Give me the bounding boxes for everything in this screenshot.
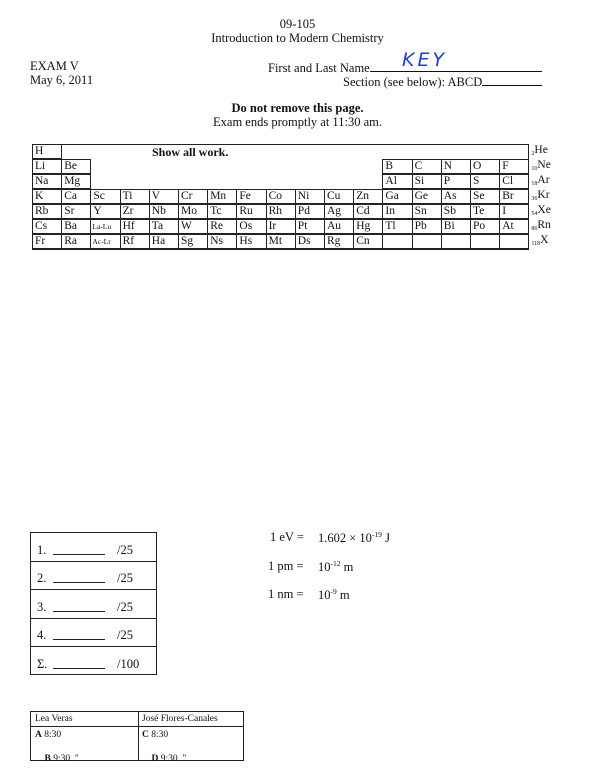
element-cell: Sc [90, 189, 120, 204]
element-symbol: X [540, 234, 549, 246]
exponent: -19 [371, 530, 382, 539]
element-cell: Nb [149, 204, 179, 219]
section-slot-b [35, 744, 79, 774]
element-cell: Y [90, 204, 120, 219]
element-cell: Ns [207, 234, 237, 249]
element-cell: Fe [236, 189, 266, 204]
element-cell: Cs [32, 219, 62, 234]
element-cell: Cn [353, 234, 383, 249]
score-blank[interactable] [53, 611, 105, 612]
element-symbol: Ne [537, 159, 551, 171]
element-cell: Cd [353, 204, 383, 219]
score-row [31, 618, 156, 647]
element-cell: Ta [149, 219, 179, 234]
element-cell: Hf [120, 219, 150, 234]
do-not-remove-note: Do not remove this page. [231, 101, 364, 115]
section-blank-line[interactable] [482, 73, 542, 86]
score-row [31, 590, 156, 619]
element-cell: Ca [61, 189, 91, 204]
question-label: 2. [37, 571, 47, 586]
course-title: Introduction to Modern Chemistry [211, 31, 384, 45]
section-time: 9:30 " [160, 754, 187, 764]
constant-lhs: 1 nm = [268, 587, 304, 601]
section-slot-c [142, 730, 168, 740]
element-cell: La-Lu [90, 219, 120, 234]
score-blank[interactable] [53, 668, 105, 669]
element-cell: Co [266, 189, 296, 204]
instructor-1: Lea Veras [35, 714, 73, 724]
element-cell: Ir [266, 219, 296, 234]
score-blank[interactable] [53, 554, 105, 555]
max-points: /25 [117, 571, 133, 586]
noble-gas-cell [528, 234, 558, 249]
element-symbol: Rn [537, 219, 551, 231]
element-cell: Ds [295, 234, 325, 249]
element-cell: Se [470, 189, 500, 204]
noble-gas-cell [528, 144, 558, 159]
element-cell: S [470, 174, 500, 189]
atomic-number: 2 [531, 151, 535, 157]
element-cell: Zn [353, 189, 383, 204]
element-cell: Os [236, 219, 266, 234]
element-cell: B [382, 159, 412, 174]
element-cell [441, 234, 471, 249]
element-cell: Zr [120, 204, 150, 219]
section-letter: C [142, 730, 149, 740]
exponent: -9 [330, 587, 337, 596]
element-cell: I [499, 204, 529, 219]
element-cell: Si [412, 174, 442, 189]
atomic-number: 10 [531, 166, 538, 172]
instructor-2: José Flores-Canales [142, 714, 218, 724]
element-cell: P [441, 174, 471, 189]
element-cell: Cu [324, 189, 354, 204]
element-cell: Cr [178, 189, 208, 204]
unit: m [336, 588, 350, 603]
question-label: 3. [37, 599, 47, 614]
element-cell: Ru [236, 204, 266, 219]
element-cell: Sg [178, 234, 208, 249]
constant-value [318, 530, 390, 546]
noble-gas-cell [528, 189, 558, 204]
element-cell: W [178, 219, 208, 234]
question-label: 1. [37, 543, 47, 557]
max-points: /25 [117, 543, 133, 557]
section-letter: A [35, 730, 42, 740]
element-symbol: Kr [537, 189, 550, 201]
element-cell: H [32, 144, 62, 159]
element-cell: Te [470, 204, 500, 219]
element-cell: Cl [499, 174, 529, 189]
element-cell: K [32, 189, 62, 204]
element-cell: In [382, 204, 412, 219]
element-cell: Pb [412, 219, 442, 234]
constant-value [318, 587, 350, 603]
element-cell [412, 234, 442, 249]
score-row [31, 561, 156, 590]
element-cell: Br [499, 189, 529, 204]
sections-divider [138, 712, 139, 760]
exam-end-note: Exam ends promptly at 11:30 am. [213, 115, 382, 129]
show-all-work-note: Show all work. [152, 145, 229, 159]
noble-gas-cell [528, 204, 558, 219]
exam-date: May 6, 2011 [30, 73, 94, 87]
element-cell: Hg [353, 219, 383, 234]
element-cell: Sb [441, 204, 471, 219]
element-cell: Mn [207, 189, 237, 204]
atomic-number: 86 [531, 226, 538, 232]
element-cell: Sr [61, 204, 91, 219]
element-cell: Rg [324, 234, 354, 249]
element-cell: Li [32, 159, 62, 174]
element-symbol: Xe [537, 204, 551, 216]
element-cell: Au [324, 219, 354, 234]
element-cell: Ba [61, 219, 91, 234]
mantissa: 1.602 × 10 [318, 531, 372, 546]
course-number: 09-105 [279, 17, 316, 31]
name-blank-line[interactable] [370, 59, 542, 72]
element-cell: Ac-Lr [90, 234, 120, 249]
exam-label: EXAM V [30, 59, 79, 73]
element-cell: Al [382, 174, 412, 189]
constant-lhs: 1 eV = [270, 530, 304, 544]
element-cell: Rb [32, 204, 62, 219]
unit: m [340, 560, 354, 575]
max-points: /100 [117, 656, 140, 671]
element-cell: Tc [207, 204, 237, 219]
element-cell: Pt [295, 219, 325, 234]
element-cell: Ti [120, 189, 150, 204]
section-time: 8:30 [151, 730, 169, 740]
element-cell: O [470, 159, 500, 174]
name-value-handwritten: KEY [402, 49, 448, 71]
section-slot-d [142, 744, 186, 774]
mantissa: 10 [318, 588, 331, 603]
constant-lhs: 1 pm = [268, 559, 304, 573]
element-cell: N [441, 159, 471, 174]
section-label: Section (see below): ABCD [343, 75, 483, 89]
element-cell: Ra [61, 234, 91, 249]
question-label: Σ. [37, 656, 48, 671]
section-time: 9:30 " [53, 754, 79, 764]
atomic-number: 36 [531, 196, 538, 202]
noble-gas-cell [528, 219, 558, 234]
element-cell [382, 234, 412, 249]
noble-gas-cell [528, 174, 558, 189]
element-cell: Mo [178, 204, 208, 219]
section-time: 8:30 [44, 730, 62, 740]
element-cell: Ha [149, 234, 179, 249]
element-symbol: He [534, 144, 548, 156]
element-cell: Po [470, 219, 500, 234]
question-label: 4. [37, 628, 47, 643]
atomic-number: 118 [531, 241, 541, 247]
element-cell: Ni [295, 189, 325, 204]
noble-gas-cell [528, 159, 558, 174]
element-cell [470, 234, 500, 249]
element-cell [499, 234, 529, 249]
atomic-number: 18 [531, 181, 538, 187]
section-slot-a [35, 730, 61, 740]
max-points: /25 [117, 628, 133, 643]
section-letter: B [44, 754, 51, 764]
element-cell: Ag [324, 204, 354, 219]
element-cell: Ge [412, 189, 442, 204]
exponent: -12 [330, 559, 341, 568]
score-row [31, 647, 156, 675]
name-label: First and Last Name [268, 61, 370, 75]
mantissa: 10 [318, 560, 331, 575]
element-cell: Tl [382, 219, 412, 234]
element-cell: As [441, 189, 471, 204]
element-cell: Mg [61, 174, 91, 189]
element-cell: Rf [120, 234, 150, 249]
element-cell: Mt [266, 234, 296, 249]
element-cell: Fr [32, 234, 62, 249]
constant-value [318, 559, 353, 575]
element-cell: Hs [236, 234, 266, 249]
element-cell: Na [32, 174, 62, 189]
element-cell: At [499, 219, 529, 234]
element-cell: Rh [266, 204, 296, 219]
section-letter: D [151, 754, 159, 764]
element-cell: Be [61, 159, 91, 174]
element-cell: C [412, 159, 442, 174]
max-points: /25 [117, 599, 133, 614]
score-row [31, 533, 156, 562]
score-box [30, 532, 157, 675]
element-cell: Sn [412, 204, 442, 219]
element-cell: Ga [382, 189, 412, 204]
element-cell: Pd [295, 204, 325, 219]
atomic-number: 54 [531, 211, 538, 217]
score-blank[interactable] [53, 639, 105, 640]
unit: J [381, 531, 390, 546]
element-cell: V [149, 189, 179, 204]
element-cell: F [499, 159, 529, 174]
section-field-row [343, 73, 542, 90]
sections-table [30, 711, 244, 764]
element-cell: Re [207, 219, 237, 234]
element-cell: Bi [441, 219, 471, 234]
score-blank[interactable] [53, 582, 105, 583]
element-symbol: Ar [537, 174, 550, 186]
